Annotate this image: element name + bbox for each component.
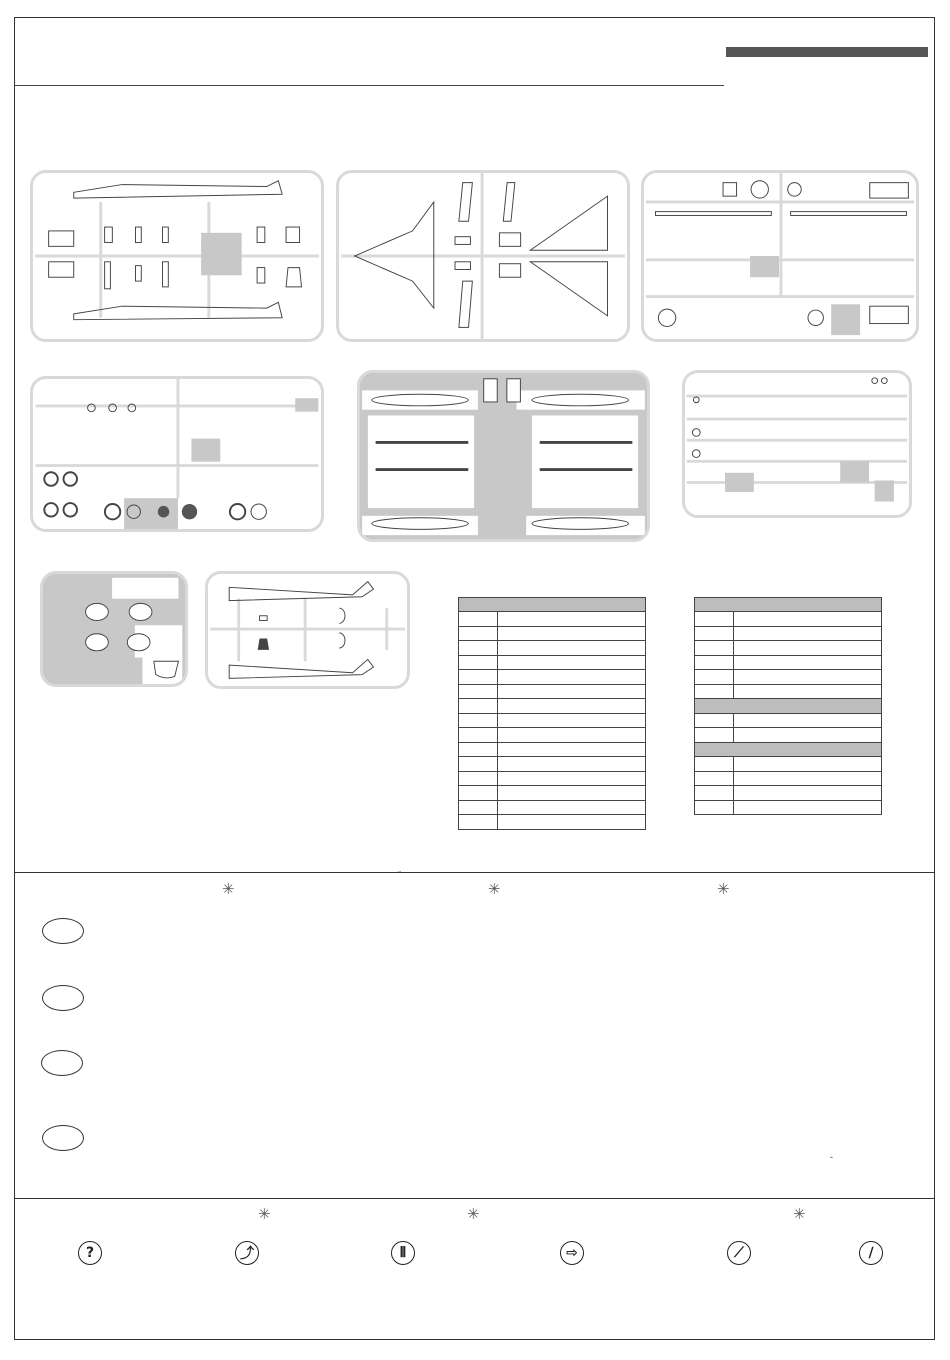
table-row [459, 684, 646, 699]
section-marker: ˇ [398, 870, 401, 880]
table-row [459, 728, 646, 743]
table-row [459, 670, 646, 685]
star-icon: ✳ [793, 1206, 806, 1223]
table-row [695, 684, 882, 699]
sprue-small-parts [682, 370, 912, 518]
sprue-wheels [30, 376, 324, 532]
table-row [695, 757, 882, 772]
language-badge [42, 985, 84, 1011]
sprue-wings [336, 170, 630, 342]
table-row [459, 641, 646, 656]
drill-icon: ⦀ [391, 1241, 415, 1265]
file-icon: ⟋ [727, 1241, 751, 1265]
table-header [459, 598, 646, 612]
table-row [695, 626, 882, 641]
question-icon: ? [78, 1241, 102, 1265]
table-row [459, 699, 646, 714]
table-row [695, 771, 882, 786]
part-table-b [694, 597, 882, 815]
table-row [459, 612, 646, 627]
star-icon: ✳ [258, 1206, 271, 1223]
language-badge [41, 1050, 83, 1076]
star-icon: ✳ [222, 881, 235, 898]
sprue-details-a [641, 170, 919, 342]
section-divider [14, 872, 935, 873]
header-rule [14, 85, 724, 86]
table-row [459, 713, 646, 728]
table-row [695, 641, 882, 656]
table-row [459, 655, 646, 670]
table-row [695, 728, 882, 743]
sprue-canopy [40, 571, 188, 687]
language-badge [42, 1125, 84, 1151]
section-divider [14, 1198, 935, 1199]
table-row [459, 626, 646, 641]
part-table-a [458, 597, 646, 830]
sprue-tanks [205, 571, 410, 689]
table-row [695, 786, 882, 801]
star-icon: ✳ [467, 1206, 480, 1223]
table-row [459, 742, 646, 757]
language-badge [42, 918, 84, 944]
up-arrow-icon: ⤴ [235, 1241, 259, 1265]
footnote-mark: - [830, 1152, 833, 1162]
knife-icon: ∕ [859, 1241, 883, 1265]
table-row [459, 786, 646, 801]
sprue-fuselage [30, 170, 324, 342]
star-icon: ✳ [717, 881, 730, 898]
table-row [695, 713, 882, 728]
table-row [695, 670, 882, 685]
table-row [459, 815, 646, 830]
table-row [695, 655, 882, 670]
star-icon: ✳ [488, 881, 501, 898]
table-row [695, 800, 882, 815]
table-row [459, 800, 646, 815]
right-arrow-icon: ⇨ [560, 1241, 584, 1265]
table-row [459, 757, 646, 772]
title-bar [726, 47, 928, 57]
table-row [695, 612, 882, 627]
sprue-weapons [357, 370, 650, 542]
table-row [459, 771, 646, 786]
